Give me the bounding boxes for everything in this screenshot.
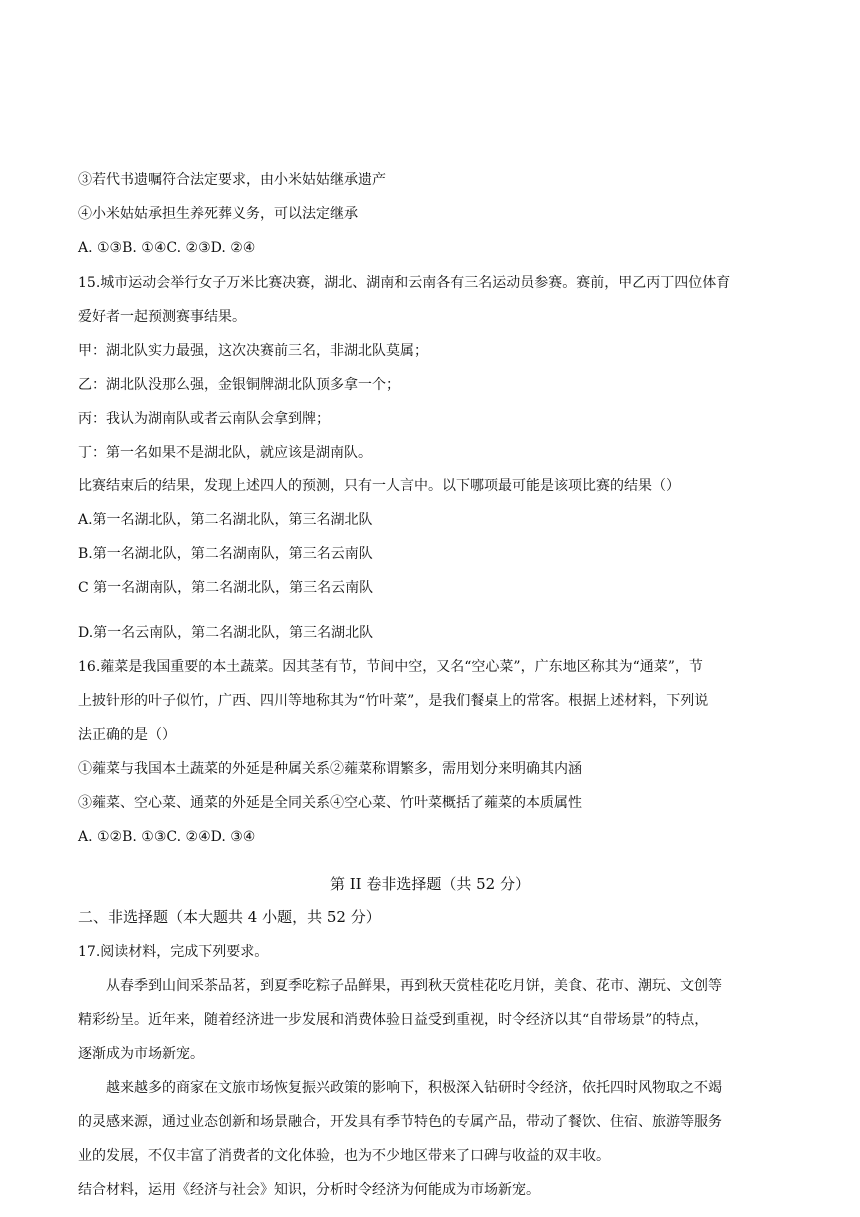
q17-para1-line1: 从春季到山间采茶品茗，到夏季吃粽子品鲜果，再到秋天赏桂花吃月饼，美食、花市、潮玩、文创等: [106, 978, 722, 994]
q14-choices: A. ①③B. ①④C. ②③D. ②④: [78, 240, 256, 256]
q16-stem-line3: 法正确的是（）: [78, 727, 176, 743]
q15-stem-line2: 爱好者一起预测赛事结果。: [78, 309, 246, 325]
q14-option-4: ④小米姑姑承担生养死葬义务，可以法定继承: [78, 206, 358, 222]
q17-para2-line2: 的灵感来源，通过业态创新和场景融合，开发具有季节特色的专属产品，带动了餐饮、住宿、旅游等服务: [78, 1114, 722, 1130]
q15-stem-line1: 15.城市运动会举行女子万米比赛决赛，湖北、湖南和云南各有三名运动员参赛。赛前，甲乙丙丁四位体育: [78, 275, 731, 291]
q17-task: 结合材料，运用《经济与社会》知识，分析时令经济为何能成为市场新宠。: [78, 1182, 540, 1198]
q15-option-a: A.第一名湖北队，第二名湖北队，第三名湖北队: [78, 512, 373, 528]
q17-para1-line2: 精彩纷呈。近年来，随着经济进一步发展和消费体验日益受到重视，时令经济以其“自带场景”的特点，: [78, 1012, 709, 1028]
q15-prediction-ding: 丁：第一名如果不是湖北队，就应该是湖南队。: [78, 445, 372, 461]
q16-choices: A. ①②B. ①③C. ②④D. ③④: [78, 829, 256, 845]
part2-title: 第 II 卷非选择题（共 52 分）: [329, 875, 530, 893]
q15-prediction-bing: 丙：我认为湖南队或者云南队会拿到牌；: [78, 411, 330, 427]
q17-stem: 17.阅读材料，完成下列要求。: [78, 944, 269, 960]
section-heading: 二、非选择题（本大题共 4 小题，共 52 分）: [78, 908, 381, 926]
q15-prediction-yi: 乙：湖北队没那么强，金银铜牌湖北队顶多拿一个；: [78, 377, 400, 393]
q16-options-3-4: ③蕹菜、空心菜、通菜的外延是全同关系④空心菜、竹叶菜概括了蕹菜的本质属性: [78, 795, 582, 811]
q15-option-b: B.第一名湖北队，第二名湖南队，第三名云南队: [78, 546, 373, 562]
q15-question: 比赛结束后的结果，发现上述四人的预测，只有一人言中。以下哪项最可能是该项比赛的结果（）: [78, 478, 680, 494]
q15-option-c: C 第一名湖南队，第二名湖北队，第三名云南队: [78, 580, 374, 596]
q17-para2-line3: 业的发展，不仅丰富了消费者的文化体验，也为不少地区带来了口碑与收益的双丰收。: [78, 1148, 610, 1164]
q16-stem-line2: 上披针形的叶子似竹，广西、四川等地称其为“竹叶菜”，是我们餐桌上的常客。根据上述材料，下列说: [78, 693, 709, 709]
q15-option-d: D.第一名云南队，第二名湖北队，第三名湖北队: [78, 625, 374, 641]
q17-para2-line1: 越来越多的商家在文旅市场恢复振兴政策的影响下，积极深入钻研时令经济，依托四时风物取之不竭: [106, 1080, 722, 1096]
q17-para1-line3: 逐渐成为市场新宠。: [78, 1046, 204, 1062]
q15-prediction-jia: 甲：湖北队实力最强，这次决赛前三名，非湖北队莫属；: [78, 343, 428, 359]
q14-option-3: ③若代书遗嘱符合法定要求，由小米姑姑继承遗产: [78, 172, 386, 188]
q16-options-1-2: ①蕹菜与我国本土蔬菜的外延是种属关系②蕹菜称谓繁多，需用划分来明确其内涵: [78, 761, 582, 777]
q16-stem-line1: 16.蕹菜是我国重要的本土蔬菜。因其茎有节，节间中空，又名“空心菜”，广东地区称其为“通菜”，节: [78, 659, 703, 675]
